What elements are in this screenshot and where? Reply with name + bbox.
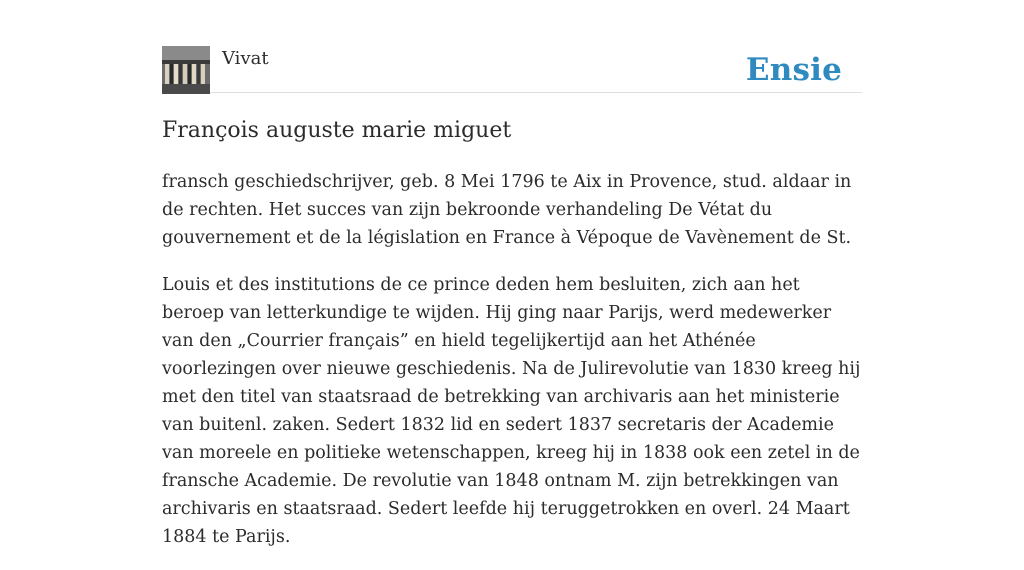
article-title: François auguste marie miguet: [162, 118, 512, 143]
article-body: [162, 168, 862, 570]
book-spines-icon[interactable]: [162, 46, 210, 94]
article-paragraph: fransch geschiedschrijver, geb. 8 Mei 1796 te Aix in Provence, stud. aldaar in de rechten. Het succes van zijn bekroonde verhandeling De Vétat du gouvernement et de la législation en France à Vépoque de Vavènement de St.: [162, 172, 852, 248]
source-name[interactable]: Vivat: [222, 48, 269, 69]
article-paragraph: Louis et des institutions de ce prince deden hem besluiten, zich aan het beroep van letterkundige te wijden. Hij ging naar Parijs, werd medewerker van den „Courrier français” en hield tegelijkertijd aan het Athénée voorlezingen over nieuwe geschiedenis. Na de Julirevolutie van 1830 kreeg hij met den titel van staatsraad de betrekking van archivaris aan het ministerie van buitenl. zaken. Sedert 1832 lid en sedert 1837 secretaris der Academie van moreele en politieke wetenschappen, kreeg hij in 1838 ook een zetel in de fransche Academie. De revolutie van 1848 ontnam M. zijn betrekkingen van archivaris en staatsraad. Sedert leefde hij teruggetrokken en overl. 24 Maart 1884 te Parijs.: [162, 275, 861, 547]
source-header: [162, 46, 862, 93]
ensie-logo[interactable]: Ensie: [745, 52, 842, 88]
